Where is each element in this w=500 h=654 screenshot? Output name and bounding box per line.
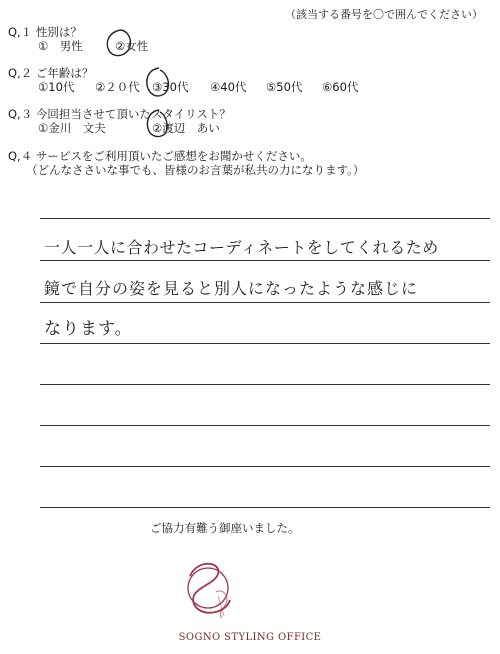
q3-option-kanagawa[interactable]: ①金川 文夫	[38, 121, 106, 135]
question-3-label: Q,３ 今回担当させて頂いたスタイリスト？	[8, 107, 231, 121]
handwritten-answer-line-1: 一人一人に合わせたコーディネートをしてくれるため	[44, 238, 439, 257]
q1-option-male[interactable]: ① 男性	[38, 39, 83, 53]
q2-option-10s[interactable]: ①10代	[38, 80, 75, 94]
question-1-label: Q,１ 性別は？	[8, 25, 82, 39]
q2-option-50s[interactable]: ⑤50代	[266, 80, 303, 94]
q1-option-female[interactable]: ②女性	[115, 39, 149, 53]
instruction-note: （該当する番号を〇で囲んでください）	[285, 8, 483, 21]
thanks-message: ご協力有難う御座いました。	[150, 521, 300, 535]
q2-option-30s[interactable]: ③30代	[152, 80, 189, 94]
sogno-logo-icon	[160, 548, 260, 628]
q2-option-40s[interactable]: ④40代	[210, 80, 247, 94]
q1-selected-circle	[107, 30, 130, 56]
q2-option-20s[interactable]: ②２０代	[95, 80, 140, 94]
q2-selected-circle	[147, 68, 169, 96]
q3-selected-circle	[147, 110, 167, 136]
question-2-label: Q,２ ご年齢は？	[8, 66, 94, 80]
q3-option-watanabe[interactable]: ②渡辺 あい	[152, 121, 220, 135]
question-4-subtext: （どんなささいな事でも、皆様のお言葉が私共の力になります。）	[26, 163, 365, 177]
brand-name: SOGNO STYLING OFFICE	[178, 632, 322, 643]
handwritten-answer-line-3: なります。	[44, 319, 133, 339]
question-4-label: Q,４ サービスをご利用頂いたご感想をお聞かせください。	[8, 149, 312, 163]
q2-option-60s[interactable]: ⑥60代	[322, 80, 359, 94]
handwritten-answer-line-2: 鏡で自分の姿を見ると別人になったような感じに	[44, 279, 419, 298]
